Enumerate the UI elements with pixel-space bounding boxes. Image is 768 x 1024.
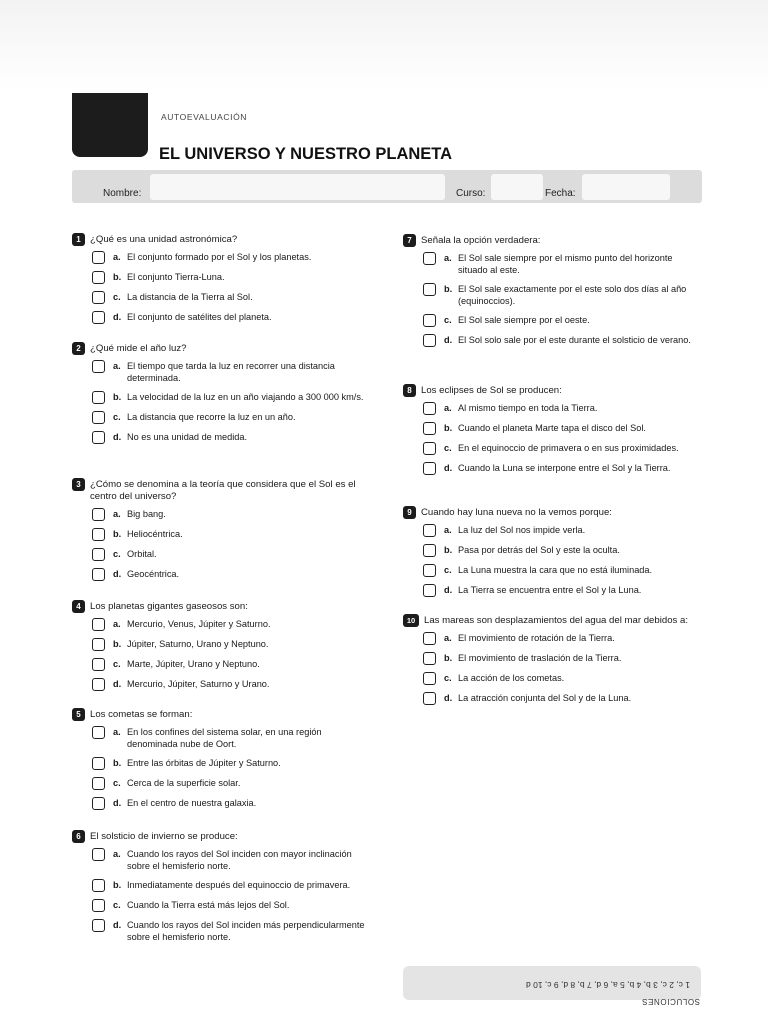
answer-checkbox[interactable] xyxy=(92,757,105,770)
option-letter: c. xyxy=(444,673,452,683)
answer-option[interactable] xyxy=(92,251,372,264)
question-2 xyxy=(72,343,372,451)
answer-option[interactable] xyxy=(92,658,372,671)
answer-checkbox[interactable] xyxy=(423,442,436,455)
question-3 xyxy=(72,479,372,588)
option-letter: d. xyxy=(113,569,122,579)
question-10 xyxy=(403,615,703,712)
option-text: Cuando los rayos del Sol inciden más perpendicularmente sobre el hemisferio norte. xyxy=(127,920,365,942)
answer-option[interactable] xyxy=(423,252,703,276)
option-text: El Sol sale exactamente por el este solo dos días al año (equinoccios). xyxy=(458,284,687,306)
question-text: ¿Qué mide el año luz? xyxy=(90,343,187,354)
answer-option[interactable] xyxy=(92,291,372,304)
question-text: ¿Cómo se denomina a la teoría que considera que el Sol es el centro del universo? xyxy=(90,479,356,502)
option-letter: d. xyxy=(113,798,122,808)
answer-checkbox[interactable] xyxy=(423,334,436,347)
answer-checkbox[interactable] xyxy=(92,360,105,373)
question-text: El solsticio de invierno se produce: xyxy=(90,831,238,842)
answer-checkbox[interactable] xyxy=(92,568,105,581)
answer-option[interactable] xyxy=(423,524,703,537)
answer-checkbox[interactable] xyxy=(423,544,436,557)
option-text: En el centro de nuestra galaxia. xyxy=(127,798,257,808)
answer-option[interactable] xyxy=(423,672,703,685)
section-kicker: AUTOEVALUACIÓN xyxy=(161,112,248,122)
answer-checkbox[interactable] xyxy=(92,777,105,790)
answer-checkbox[interactable] xyxy=(423,402,436,415)
answer-option[interactable] xyxy=(423,652,703,665)
question-number-badge: 8 xyxy=(403,384,416,397)
answer-option[interactable] xyxy=(92,638,372,651)
answer-checkbox[interactable] xyxy=(92,618,105,631)
answer-option[interactable] xyxy=(92,271,372,284)
option-text: Big bang. xyxy=(127,509,166,519)
question-number-badge: 4 xyxy=(72,600,85,613)
answer-checkbox[interactable] xyxy=(423,652,436,665)
option-text: Orbital. xyxy=(127,549,157,559)
answer-option[interactable] xyxy=(423,462,703,475)
answer-option[interactable] xyxy=(92,508,372,521)
question-number-badge: 5 xyxy=(72,708,85,721)
answer-option[interactable] xyxy=(423,442,703,455)
option-letter: a. xyxy=(113,849,121,859)
option-letter: b. xyxy=(113,392,122,402)
answer-checkbox[interactable] xyxy=(423,314,436,327)
question-8 xyxy=(403,385,703,482)
answer-option[interactable] xyxy=(423,334,703,347)
option-text: Cuando los rayos del Sol inciden con mayor inclinación sobre el hemisferio norte. xyxy=(127,849,352,871)
question-1 xyxy=(72,234,372,331)
answer-option[interactable] xyxy=(92,548,372,561)
option-text: Pasa por detrás del Sol y este la oculta. xyxy=(458,545,620,555)
option-letter: a. xyxy=(113,619,121,629)
option-text: No es una unidad de medida. xyxy=(127,432,248,442)
question-text: Los cometas se forman: xyxy=(90,709,193,720)
answer-checkbox[interactable] xyxy=(92,797,105,810)
option-letter: b. xyxy=(444,653,453,663)
solutions-label: SOLUCIONES xyxy=(641,997,700,1006)
option-text: El Sol sale siempre por el mismo punto del horizonte situado al este. xyxy=(458,253,673,275)
answer-checkbox[interactable] xyxy=(92,291,105,304)
answer-option[interactable] xyxy=(92,360,372,384)
answer-checkbox[interactable] xyxy=(92,548,105,561)
date-label: Fecha: xyxy=(545,188,576,199)
answer-checkbox[interactable] xyxy=(92,726,105,739)
option-text: Cuando la Luna se interpone entre el Sol y la Tierra. xyxy=(458,463,671,473)
option-letter: d. xyxy=(113,312,122,322)
answer-option[interactable] xyxy=(423,314,703,327)
option-letter: b. xyxy=(113,880,122,890)
option-text: La acción de los cometas. xyxy=(458,673,565,683)
header-black-tab xyxy=(72,93,148,157)
date-field[interactable] xyxy=(582,174,670,200)
option-letter: d. xyxy=(444,693,453,703)
option-text: Cuando el planeta Marte tapa el disco del Sol. xyxy=(458,423,646,433)
option-text: El conjunto de satélites del planeta. xyxy=(127,312,272,322)
question-number-badge: 2 xyxy=(72,342,85,355)
question-number-badge: 10 xyxy=(403,614,419,627)
question-9 xyxy=(403,507,703,604)
answer-option[interactable] xyxy=(92,899,372,912)
option-letter: d. xyxy=(444,335,453,345)
answer-checkbox[interactable] xyxy=(423,462,436,475)
answer-option[interactable] xyxy=(92,879,372,892)
option-letter: d. xyxy=(113,920,122,930)
answer-option[interactable] xyxy=(423,402,703,415)
option-letter: c. xyxy=(444,443,452,453)
option-text: La atracción conjunta del Sol y de la Luna. xyxy=(458,693,632,703)
answer-option[interactable] xyxy=(92,919,372,943)
option-text: La Tierra se encuentra entre el Sol y la Luna. xyxy=(458,585,642,595)
option-text: Cerca de la superficie solar. xyxy=(127,778,241,788)
answer-option[interactable] xyxy=(92,797,372,810)
option-text: Mercurio, Venus, Júpiter y Saturno. xyxy=(127,619,271,629)
question-number-badge: 3 xyxy=(72,478,85,491)
question-5 xyxy=(72,709,372,817)
question-6 xyxy=(72,831,372,950)
option-text: El tiempo que tarda la luz en recorrer una distancia determinada. xyxy=(127,361,335,383)
option-text: Júpiter, Saturno, Urano y Neptuno. xyxy=(127,639,269,649)
answer-checkbox[interactable] xyxy=(92,919,105,932)
option-letter: b. xyxy=(113,639,122,649)
option-letter: c. xyxy=(113,412,121,422)
option-letter: a. xyxy=(444,525,452,535)
option-text: El movimiento de rotación de la Tierra. xyxy=(458,633,615,643)
answer-option[interactable] xyxy=(92,311,372,324)
answer-option[interactable] xyxy=(423,283,703,307)
answer-option[interactable] xyxy=(92,726,372,750)
option-letter: d. xyxy=(444,463,453,473)
answer-checkbox[interactable] xyxy=(92,638,105,651)
answer-option[interactable] xyxy=(92,391,372,404)
answer-checkbox[interactable] xyxy=(92,508,105,521)
answer-option[interactable] xyxy=(92,528,372,541)
option-text: Geocéntrica. xyxy=(127,569,180,579)
option-letter: c. xyxy=(444,565,452,575)
answer-checkbox[interactable] xyxy=(423,524,436,537)
option-letter: b. xyxy=(444,284,453,294)
answer-checkbox[interactable] xyxy=(423,692,436,705)
option-letter: c. xyxy=(113,778,121,788)
option-letter: a. xyxy=(444,253,452,263)
option-text: El conjunto Tierra-Luna. xyxy=(127,272,225,282)
question-number-badge: 6 xyxy=(72,830,85,843)
option-text: La distancia de la Tierra al Sol. xyxy=(127,292,253,302)
option-letter: d. xyxy=(113,679,122,689)
answer-checkbox[interactable] xyxy=(92,391,105,404)
answer-checkbox[interactable] xyxy=(423,564,436,577)
answer-checkbox[interactable] xyxy=(423,584,436,597)
option-letter: c. xyxy=(113,292,121,302)
answer-checkbox[interactable] xyxy=(92,271,105,284)
answer-checkbox[interactable] xyxy=(92,411,105,424)
option-text: Inmediatamente después del equinoccio de primavera. xyxy=(127,880,351,890)
answer-option[interactable] xyxy=(423,632,703,645)
answer-checkbox[interactable] xyxy=(92,879,105,892)
option-text: En el equinoccio de primavera o en sus proximidades. xyxy=(458,443,679,453)
answer-checkbox[interactable] xyxy=(92,899,105,912)
answer-option[interactable] xyxy=(423,692,703,705)
option-letter: c. xyxy=(113,549,121,559)
option-letter: b. xyxy=(113,758,122,768)
answer-option[interactable] xyxy=(92,568,372,581)
course-label: Curso: xyxy=(456,188,486,199)
answer-option[interactable] xyxy=(92,848,372,872)
option-text: Mercurio, Júpiter, Saturno y Urano. xyxy=(127,679,270,689)
answer-option[interactable] xyxy=(423,564,703,577)
option-text: En los confines del sistema solar, en una región denominada nube de Oort. xyxy=(127,727,322,749)
answer-option[interactable] xyxy=(423,422,703,435)
answer-option[interactable] xyxy=(92,757,372,770)
question-number-badge: 9 xyxy=(403,506,416,519)
option-text: El Sol sale siempre por el oeste. xyxy=(458,315,590,325)
option-text: El conjunto formado por el Sol y los planetas. xyxy=(127,252,312,262)
answer-option[interactable] xyxy=(423,584,703,597)
answer-option[interactable] xyxy=(92,777,372,790)
option-letter: b. xyxy=(444,545,453,555)
question-text: ¿Qué es una unidad astronómica? xyxy=(90,234,238,245)
question-text: Los planetas gigantes gaseosos son: xyxy=(90,601,248,612)
page-title: EL UNIVERSO Y NUESTRO PLANETA xyxy=(159,145,453,163)
question-text: Señala la opción verdadera: xyxy=(421,235,541,246)
question-7 xyxy=(403,235,703,354)
answer-option[interactable] xyxy=(92,411,372,424)
option-letter: b. xyxy=(444,423,453,433)
option-letter: d. xyxy=(113,432,122,442)
option-letter: a. xyxy=(113,727,121,737)
answer-checkbox[interactable] xyxy=(423,422,436,435)
answer-checkbox[interactable] xyxy=(92,431,105,444)
answer-checkbox[interactable] xyxy=(423,632,436,645)
option-text: El movimiento de traslación de la Tierra. xyxy=(458,653,622,663)
name-field[interactable] xyxy=(150,174,445,200)
option-letter: a. xyxy=(444,633,452,643)
answer-checkbox[interactable] xyxy=(423,252,436,265)
option-text: La Luna muestra la cara que no está iluminada. xyxy=(458,565,653,575)
answer-checkbox[interactable] xyxy=(92,528,105,541)
option-letter: c. xyxy=(113,659,121,669)
option-letter: b. xyxy=(113,272,122,282)
option-text: Al mismo tiempo en toda la Tierra. xyxy=(458,403,598,413)
question-text: Las mareas son desplazamientos del agua del mar debidos a: xyxy=(424,615,688,626)
option-letter: d. xyxy=(444,585,453,595)
question-text: Los eclipses de Sol se producen: xyxy=(421,385,562,396)
option-text: Marte, Júpiter, Urano y Neptuno. xyxy=(127,659,260,669)
option-letter: a. xyxy=(113,252,121,262)
answer-option[interactable] xyxy=(92,678,372,691)
answer-option[interactable] xyxy=(92,618,372,631)
question-number-badge: 7 xyxy=(403,234,416,247)
question-number-badge: 1 xyxy=(72,233,85,246)
question-text: Cuando hay luna nueva no la vemos porque: xyxy=(421,507,612,518)
option-letter: b. xyxy=(113,529,122,539)
answer-option[interactable] xyxy=(92,431,372,444)
answer-checkbox[interactable] xyxy=(423,672,436,685)
question-4 xyxy=(72,601,372,698)
answer-checkbox[interactable] xyxy=(423,283,436,296)
answer-checkbox[interactable] xyxy=(92,311,105,324)
solutions-answers: 1 c, 2 c, 3 b, 4 b, 5 a, 6 d, 7 b, 8 d, 9 c, 10 d xyxy=(526,980,690,990)
option-text: La distancia que recorre la luz en un año. xyxy=(127,412,296,422)
course-field[interactable] xyxy=(491,174,543,200)
name-label: Nombre: xyxy=(103,188,142,199)
answer-checkbox[interactable] xyxy=(92,251,105,264)
option-text: El Sol solo sale por el este durante el solsticio de verano. xyxy=(458,335,691,345)
option-letter: c. xyxy=(113,900,121,910)
option-letter: c. xyxy=(444,315,452,325)
option-letter: a. xyxy=(113,509,121,519)
option-letter: a. xyxy=(444,403,452,413)
option-text: Entre las órbitas de Júpiter y Saturno. xyxy=(127,758,281,768)
answer-checkbox[interactable] xyxy=(92,678,105,691)
option-text: La velocidad de la luz en un año viajando a 300 000 km/s. xyxy=(127,392,364,402)
option-text: Heliocéntrica. xyxy=(127,529,183,539)
option-text: La luz del Sol nos impide verla. xyxy=(458,525,586,535)
option-text: Cuando la Tierra está más lejos del Sol. xyxy=(127,900,290,910)
answer-option[interactable] xyxy=(423,544,703,557)
option-letter: a. xyxy=(113,361,121,371)
answer-checkbox[interactable] xyxy=(92,848,105,861)
answer-checkbox[interactable] xyxy=(92,658,105,671)
